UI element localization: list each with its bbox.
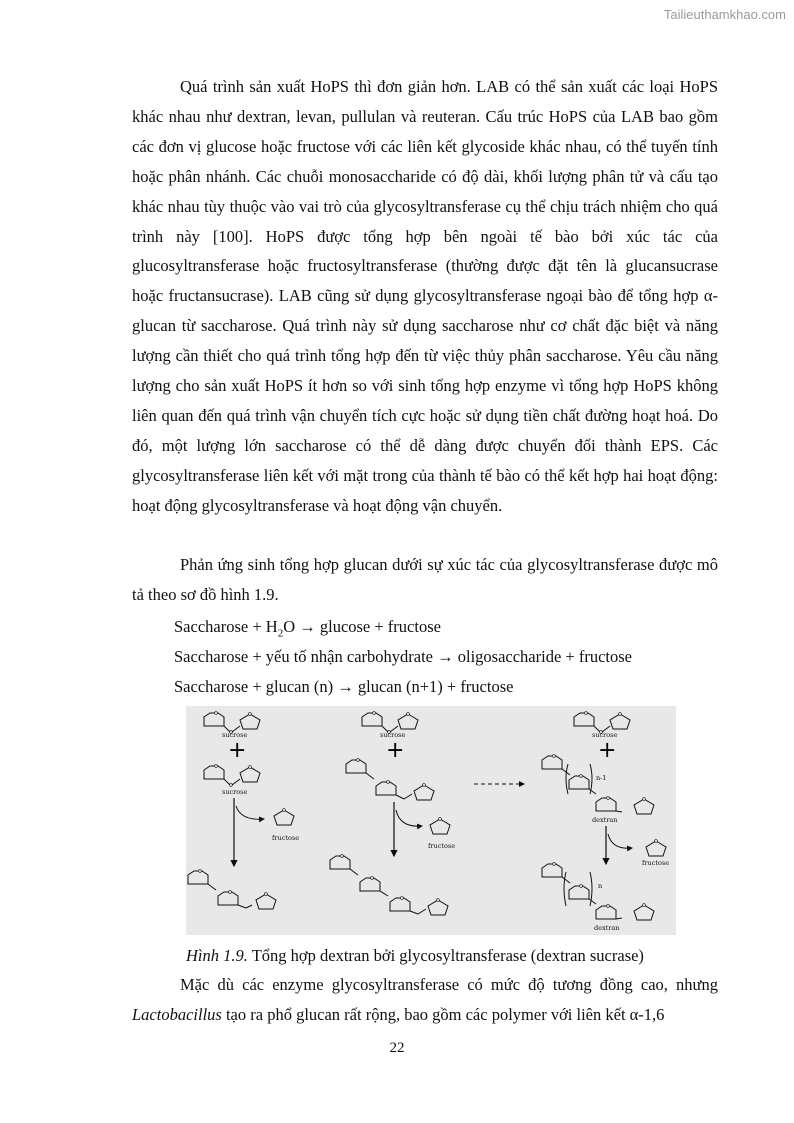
paragraph-hops-production: Quá trình sản xuất HoPS thì đơn giản hơn. LAB có thể sản xuất các loại HoPS khác nhau như dextran, levan, pullulan và reuteran. Cấu trúc HoPS của LAB bao gồm các đơn vị glucose hoặc fructose với các liên kết glycoside khác nhau, có thể tuyến tính hoặc phân nhánh. Các chuỗi monosaccharide có độ dài, khối lượng phân tử và cấu tạo khác nhau tùy thuộc vào vai trò của glycosyltransferase cụ thể chịu trách nhiệm cho quá trình này [100]. HoPS được tổng hợp bên ngoài tế bào bởi xúc tác của glucosyltransferase hoặc fructosyltransferase (thường được đặt tên là glucansucrase hoặc fructansucrase). LAB cũng sử dụng glycosyltransferase ngoại bào để tổng hợp α-glucan từ saccharose. Quá trình này sử dụng saccharose như cơ chất đặc biệt và năng lượng cần thiết cho quá trình tổng hợp đến từ việc thủy phân saccharose. Yêu cầu năng lượng cho sản xuất HoPS ít hơn so với sinh tổng hợp enzyme vì tổng hợp HoPS không liên quan đến quá trình vận chuyển tích cực hoặc sử dụng tiền chất đường hoạt hoá. Do đó, một lượng lớn saccharose có thể dễ dàng được chuyển đổi thành EPS. Các glycosyltransferase liên kết với mặt trong của thành tế bào có thể kết hợp hai hoạt động: hoạt động glycosyltransferase và hoạt động vận chuyển.: [132, 77, 718, 515]
svg-text:+: +: [228, 738, 247, 763]
caption-label: Hình 1.9.: [186, 946, 248, 965]
label-sucrose-top-1: sucrose: [222, 731, 248, 739]
paragraph-glucan-reaction: Phản ứng sinh tổng hợp glucan dưới sự xúc tác của glycosyltransferase được mô tả theo sơ đồ hình 1.9.: [132, 555, 718, 604]
dextran-synthesis-diagram: [186, 706, 676, 935]
label-fructose-2: fructose: [428, 842, 456, 850]
label-fructose-1: fructose: [272, 834, 300, 842]
page-number: 22: [389, 1040, 405, 1056]
label-sucrose-top-2: sucrose: [380, 731, 406, 739]
equation-1: Saccharose + $H_2O \to glucose$ + fructose: [174, 617, 441, 640]
figure-caption: [186, 946, 644, 966]
label-dextran-2: dextran: [594, 924, 620, 932]
label-n: n: [598, 882, 603, 890]
label-sucrose-top-3: sucrose: [592, 731, 618, 739]
svg-text:+: +: [386, 738, 405, 763]
dextran-synthesis-figure: [186, 706, 676, 935]
equation-3: Saccharose + glucan (n) → glucan (n+1) + fructose: [174, 677, 514, 696]
label-n-minus-1: n-1: [596, 774, 607, 782]
equation-2: Saccharose + yếu tố nhận carbohydrate → oligosaccharide + fructose: [174, 647, 632, 666]
watermark: Tailieuthamkhao.com: [663, 7, 786, 22]
caption-text: Tổng hợp dextran bởi glycosyltransferase (dextran sucrase): [247, 946, 644, 965]
paragraph-lactobacillus: Mặc dù các enzyme glycosyltransferase có mức độ tương đồng cao, nhưng Lactobacillus tạo ra phổ glucan rất rộng, bao gồm các polymer với liên kết α-1,6: [132, 975, 718, 1024]
svg-text:+: +: [598, 738, 617, 763]
label-fructose-3: fructose: [642, 859, 670, 867]
label-sucrose-1: sucrose: [222, 788, 248, 796]
label-dextran-1: dextran: [592, 816, 618, 824]
